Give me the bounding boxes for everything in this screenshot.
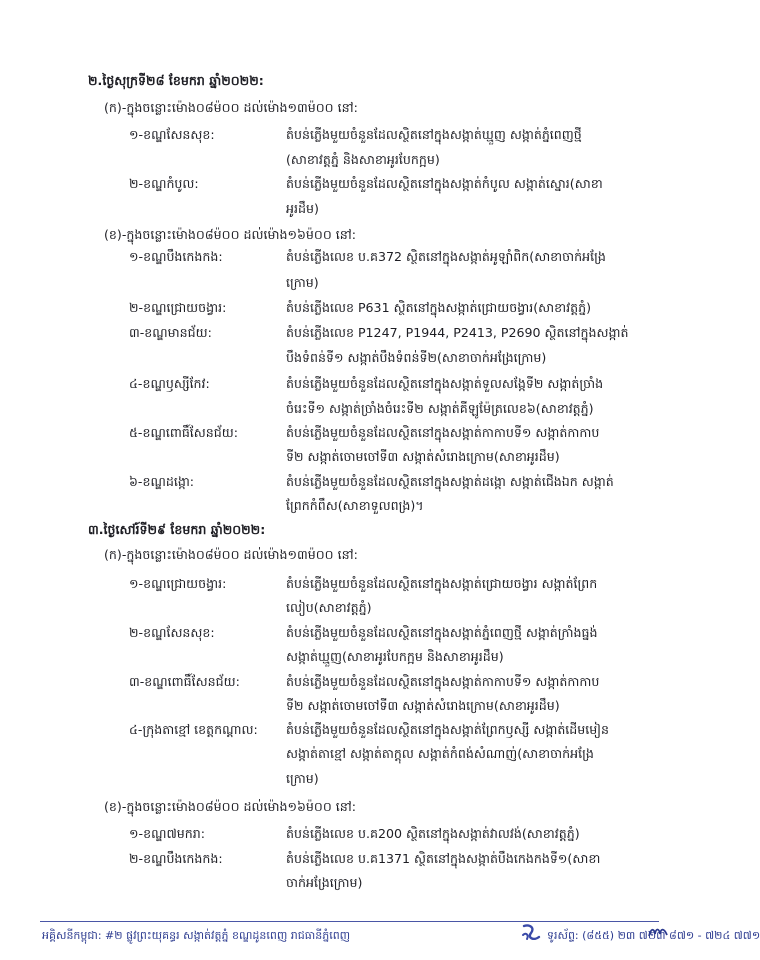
area-description: តំបន់ភ្លើងមួយចំនួនដែលស្ថិតនៅក្នុងសង្កាត់ដង្កោ សង្កាត់ជើងឯក សង្កាត់ xyxy=(286,474,614,489)
footer-wave-icon xyxy=(648,926,668,940)
district-name: ៦-ខណ្ឌដង្កោ: xyxy=(129,474,195,489)
area-description: ចាក់អង្រែក្រោម) xyxy=(286,875,363,890)
area-description: តំបន់ភ្លើងមួយចំនួនដែលស្ថិតនៅក្នុងសង្កាត់កាកាបទី១ សង្កាត់កាកាប xyxy=(286,425,600,440)
district-name: ២-ខណ្ឌកំបូល: xyxy=(129,176,199,191)
district-name: ១-ខណ្ឌសែនសុខ: xyxy=(129,127,215,142)
district-name: ១-ខណ្ឌបឹងកេងកង: xyxy=(129,249,223,264)
period-label: (ខ)-ក្នុងចន្លោះម៉ោង០៨ម៉០០ ដល់ម៉ោង១៦ម៉០០ នៅ: xyxy=(104,227,356,242)
edc-logo-icon xyxy=(519,922,543,946)
area-description: ទី២ សង្កាត់ចោមចៅទី៣ សង្កាត់សំរោងក្រោម(សាខាអូរដឹម) xyxy=(286,698,560,713)
area-description: តំបន់ភ្លើងមួយចំនួនដែលស្ថិតនៅក្នុងសង្កាត់កំបូល សង្កាត់ស្នោរ(សាខា xyxy=(286,176,603,191)
area-description: អូរដឹម) xyxy=(286,201,319,216)
area-description: ចំរេះទី១ សង្កាត់ច្រាំងចំរេះទី២ សង្កាត់គីឡូម៉ែត្រលេខ៦(សាខាវត្តភ្នំ) xyxy=(286,401,594,416)
district-name: ១-ខណ្ឌជ្រោយចង្វារ: xyxy=(129,576,227,591)
area-description: តំបន់ភ្លើងមួយចំនួនដែលស្ថិតនៅក្នុងសង្កាត់ភ្នំពេញថ្មី សង្កាត់ក្រាំងធ្នង់ xyxy=(286,625,598,640)
area-description: តំបន់ភ្លើងលេខ P631 ស្ថិតនៅក្នុងសង្កាត់ជ្រោយចង្វារ(សាខាវត្តភ្នំ) xyxy=(286,300,592,315)
footer-phone: ទូរស័ព្ទ: (៨៥៥) ២៣ ៧២៣ ៨៧១ - ៧២៤ ៧៧១ xyxy=(547,929,760,942)
area-description: (សាខាវត្តភ្នំ និងសាខាអូរបែកក្អម) xyxy=(286,152,440,167)
section-heading: ២.ថ្ងៃសុក្រទី២៨ ខែមករា ឆ្នាំ២០២២: xyxy=(88,73,264,88)
area-description: ទី២ សង្កាត់ចោមចៅទី៣ សង្កាត់សំរោងក្រោម(សាខាអូរដឹម) xyxy=(286,449,560,464)
area-description: ក្រោម) xyxy=(286,771,319,786)
district-name: ១-ខណ្ឌ៧មករា: xyxy=(129,826,205,841)
footer-address: អគ្គិសនីកម្ពុជា: #២ ផ្លូវព្រះយុគន្ធរ សង្កាត់វត្តភ្នំ ខណ្ឌដូនពេញ រាជធានីភ្នំពេញ xyxy=(42,929,351,942)
area-description: តំបន់ភ្លើងលេខ ប.គ1371 ស្ថិតនៅក្នុងសង្កាត់បឹងកេងកងទី១(សាខា xyxy=(286,851,601,866)
district-name: ៤-ខណ្ឌឫស្សីកែវ: xyxy=(129,376,210,391)
district-name: ៣-ខណ្ឌមានជ័យ: xyxy=(129,325,212,340)
district-name: ២-ខណ្ឌសែនសុខ: xyxy=(129,625,215,640)
district-name: ២-ខណ្ឌជ្រោយចង្វារ: xyxy=(129,300,227,315)
area-description: តំបន់ភ្លើងលេខ ប.គ200 ស្ថិតនៅក្នុងសង្កាត់វាលវង់(សាខាវត្តភ្នំ) xyxy=(286,826,580,841)
section-heading: ៣.ថ្ងៃសៅរ៍ទី២៩ ខែមករា ឆ្នាំ២០២២: xyxy=(88,522,266,537)
area-description: បឹងទំពន់ទី១ សង្កាត់បឹងទំពន់ទី២(សាខាចាក់អង្រែក្រោម) xyxy=(286,350,547,365)
period-label: (ខ)-ក្នុងចន្លោះម៉ោង០៨ម៉០០ ដល់ម៉ោង១៦ម៉០០ នៅ: xyxy=(104,799,356,814)
area-description: តំបន់ភ្លើងមួយចំនួនដែលស្ថិតនៅក្នុងសង្កាត់ទួលសង្កែទី២ សង្កាត់ច្រាំង xyxy=(286,376,604,391)
district-name: ៣-ខណ្ឌពោធិ៍សែនជ័យ: xyxy=(129,674,240,689)
area-description: តំបន់ភ្លើងមួយចំនួនដែលស្ថិតនៅក្នុងសង្កាត់ព្រែកឫស្សី សង្កាត់ដើមមៀន xyxy=(286,722,610,737)
area-description: តំបន់ភ្លើងមួយចំនួនដែលស្ថិតនៅក្នុងសង្កាត់កាកាបទី១ សង្កាត់កាកាប xyxy=(286,674,600,689)
period-label: (ក)-ក្នុងចន្លោះម៉ោង០៨ម៉០០ ដល់ម៉ោង១៣ម៉០០ នៅ: xyxy=(104,547,358,562)
district-name: ២-ខណ្ឌបឹងកេងកង: xyxy=(129,851,223,866)
area-description: តំបន់ភ្លើងលេខ ប.គ372 ស្ថិតនៅក្នុងសង្កាត់អូឡាំពិក(សាខាចាក់អង្រែ xyxy=(286,249,606,264)
district-name: ៤-ក្រុងតាខ្មៅ ខេត្តកណ្តាល: xyxy=(129,722,258,737)
district-name: ៥-ខណ្ឌពោធិ៍សែនជ័យ: xyxy=(129,425,239,440)
area-description: តំបន់ភ្លើងមួយចំនួនដែលស្ថិតនៅក្នុងសង្កាត់ឃ្មួញ សង្កាត់ភ្នំពេញថ្មី xyxy=(286,127,582,142)
area-description: តំបន់ភ្លើងមួយចំនួនដែលស្ថិតនៅក្នុងសង្កាត់ជ្រោយចង្វារ សង្កាត់ព្រែក xyxy=(286,576,598,591)
area-description: សង្កាត់ឃ្មួញ(សាខាអូរបែកក្អម និងសាខាអូរដឹម) xyxy=(286,649,504,664)
area-description: តំបន់ភ្លើងលេខ P1247, P1944, P2413, P2690 ស្ថិតនៅក្នុងសង្កាត់ xyxy=(286,325,629,340)
area-description: សង្កាត់តាខ្មៅ សង្កាត់តាក្តុល សង្កាត់កំពង់សំណាញ់(សាខាចាក់អង្រែ xyxy=(286,746,594,761)
area-description: ព្រែកកំពឹស(សាខាទួលពង្រ)។ xyxy=(286,498,424,513)
period-label: (ក)-ក្នុងចន្លោះម៉ោង០៨ម៉០០ ដល់ម៉ោង១៣ម៉០០ នៅ: xyxy=(104,100,358,115)
area-description: ក្រោម) xyxy=(286,275,319,290)
footer-divider xyxy=(40,921,659,922)
area-description: លៀប(សាខាវត្តភ្នំ) xyxy=(286,600,372,615)
